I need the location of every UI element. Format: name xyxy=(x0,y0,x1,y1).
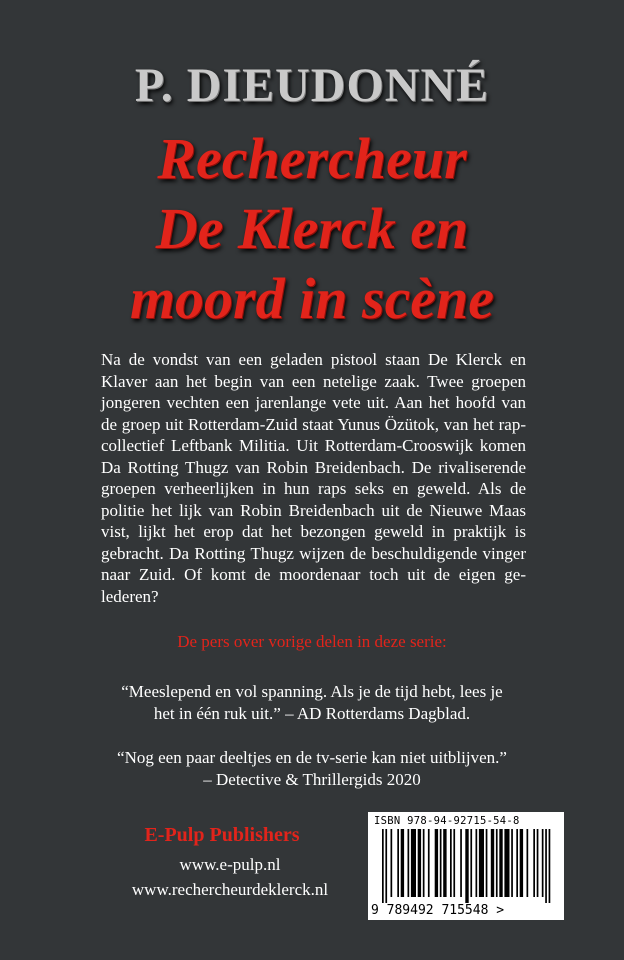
title-line-1: Rechercheur xyxy=(157,126,467,191)
publisher-name: E-Pulp Publishers xyxy=(144,824,300,846)
barcode-digits: 9 789492 715548 > xyxy=(371,903,505,918)
press-quote-line: “Meeslepend en vol spanning. Als je de tijd hebt, lees je xyxy=(121,682,503,701)
barcode-bar xyxy=(465,829,468,903)
press-quote-line: – Detective & Thrillergids 2020 xyxy=(203,770,421,789)
barcode-bar xyxy=(470,829,472,897)
press-heading: De pers over vorige delen in deze serie: xyxy=(177,632,447,651)
barcode-bar xyxy=(391,829,393,897)
barcode-bar xyxy=(511,829,513,897)
barcode-bar xyxy=(486,829,488,897)
barcode-bar xyxy=(527,829,529,897)
book-blurb: Na de vondst van een geladen pistool staan De Klerck en Klaver aan het begin van een netelige zaak. Twee groepen jongeren vechten een jarenlange vete uit. Aan het hoofd van de groep uit Rotterdam-Zuid staat Yunus Özütok, van het rapcollectief Leftbank Militia. Uit Rotterdam-Crooswijk komen Da Rotting Thugz van Robin Breidenbach. De rivaliserende groepen verheerlijken in hun raps seks en geweld. Als de politie het lijk van Robin Breidenbach uit de Nieuwe Maas vist, lijkt het erop dat het bezongen geweld in praktijk is gebracht. Da Rotting Thugz wijzen de beschuldigende vinger naar Zuid. Of komt de moordenaar toch uit de eigen gelederen? xyxy=(101,350,526,606)
isbn-label: ISBN 978-94-92715-54-8 xyxy=(374,815,520,827)
title-line-3: moord in scène xyxy=(129,266,495,331)
barcode-bar xyxy=(385,829,387,903)
barcode-bar xyxy=(549,829,551,903)
barcode-bar xyxy=(411,829,416,897)
barcode-bar xyxy=(418,829,421,897)
barcode-bar xyxy=(408,829,410,897)
barcode-bar xyxy=(537,829,539,897)
barcode-bar xyxy=(435,829,438,897)
barcode-bar xyxy=(520,829,523,897)
press-quote-line: “Nog een paar deeltjes en de tv-serie kan niet uitblijven.” xyxy=(117,748,507,767)
series-url: www.rechercheurdeklerck.nl xyxy=(131,880,329,899)
barcode-bar xyxy=(440,829,442,897)
press-quote xyxy=(80,681,544,725)
book-title xyxy=(0,124,624,334)
barcode-bar xyxy=(496,829,498,897)
press-quote xyxy=(80,747,544,791)
barcode-bar xyxy=(545,829,547,903)
barcode-bar xyxy=(479,829,484,897)
author-name: P. DIEUDONNÉ xyxy=(134,59,490,112)
title-line-2: De Klerck en xyxy=(155,196,469,261)
barcode-bar xyxy=(443,829,446,897)
barcode-bar xyxy=(476,829,478,897)
barcode-bar xyxy=(401,829,404,897)
barcode-bar xyxy=(533,829,535,897)
barcode-bar xyxy=(542,829,544,897)
barcode-bar xyxy=(491,829,494,897)
barcode-bar xyxy=(453,829,455,897)
press-quote-line: het in één ruk uit.” – AD Rotterdams Dagblad. xyxy=(153,704,471,723)
barcode-bar xyxy=(423,829,425,897)
barcode-bars-icon xyxy=(382,829,552,903)
barcode-bar xyxy=(460,829,462,897)
barcode-bar xyxy=(428,829,430,897)
barcode-bar xyxy=(516,829,518,897)
isbn-barcode xyxy=(368,812,564,920)
barcode-bar xyxy=(450,829,452,897)
publisher-url: www.e-pulp.nl xyxy=(179,855,281,874)
barcode-bar xyxy=(504,829,509,897)
barcode-bar xyxy=(382,829,384,903)
barcode-bar xyxy=(397,829,399,897)
barcode-bar xyxy=(499,829,502,897)
